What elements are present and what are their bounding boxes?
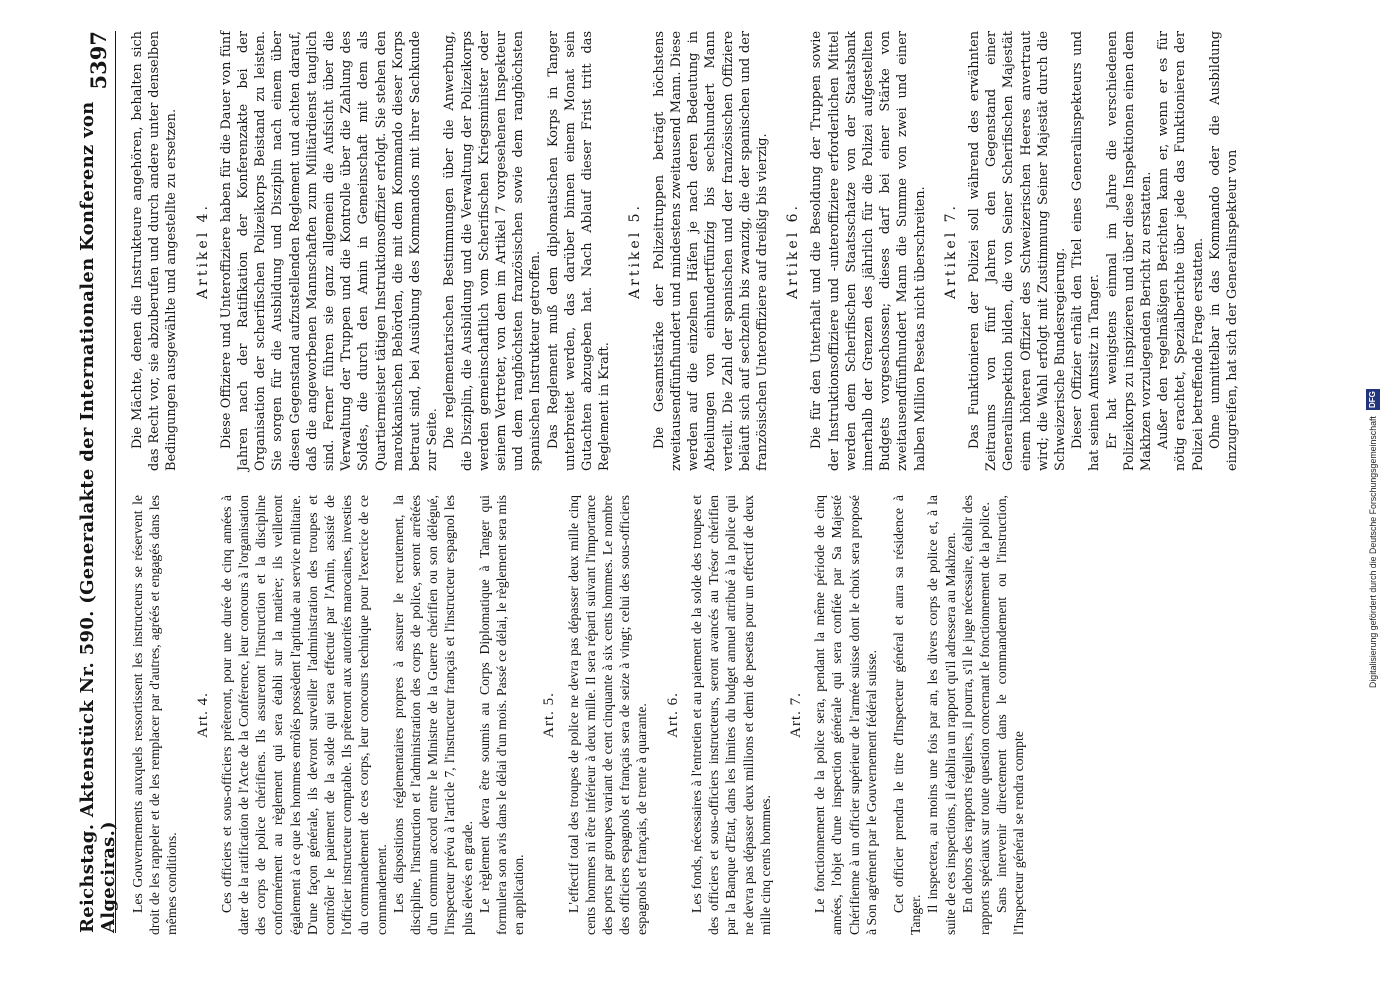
french-art7-paragraph: Le fonctionnement de la police sera, pendant la même période de cinq années, l'objet d'une inspection générale qui sera confiée par Sa Majesté Chérifienne à un officier supérieur de l'armée suisse dont le choix sera proposé à Son agrément par le Gouvernement fédéral suisse. bbox=[812, 495, 879, 935]
german-art6-heading: Artikel 6. bbox=[785, 203, 802, 299]
french-column bbox=[129, 495, 1351, 935]
german-art4-paragraph: Die reglementarischen Bestimmungen über die Anwerbung, die Disziplin, die Ausbildung und die Verwaltung der Polizeikorps werden gemeinschaftlich vom Scherifischen Kriegsminister oder seinem Vertreter, von dem im Artikel 7 vorgesehenen Inspekteur und dem ranghöchsten französischen sowie dem ranghöchsten spanischen Instrukteur getroffen. bbox=[442, 31, 544, 471]
german-art7-heading: Artikel 7. bbox=[942, 203, 959, 299]
french-art7-paragraph: Cet officier prendra le titre d'Inspecteur général et aura sa résidence à Tanger. bbox=[890, 495, 924, 935]
page-title: Reichstag. Aktenstück Nr. 590. (Generalakte der Internationalen Konferenz von Algeciras.) bbox=[77, 101, 119, 933]
text-columns bbox=[129, 31, 1351, 935]
german-art7-paragraph: Außer den regelmäßigen Berichten kann er, wenn er es für nötig erachtet, Spezialberichte über jede das Funktionieren der Polizei betreffende Frage erstatten. bbox=[1156, 31, 1206, 471]
german-art7-paragraph: Ohne unmittelbar in das Kommando oder die Ausbildung einzugreifen, hat sich der Generalinspekteur von bbox=[1207, 31, 1240, 471]
french-art6-heading: Art. 6. bbox=[664, 692, 681, 738]
french-art6-paragraph: Les fonds, nécessaires à l'entretien et au paiement de la solde des troupes et des officiers et sous-officiers instructeurs, seront avancés au Trésor chérifien par la Banque d'Etat, dans les limites du budget annuel attribué à la police qui ne devra pas dépasser deux millions et demi de pesetas pour un effectif de deux mille cinq cents hommes. bbox=[688, 495, 773, 935]
german-art4-paragraph: Das Reglement muß dem diplomatischen Korps in Tanger unterbreitet werden, das darüber binnen einem Monat sein Gutachten abzugeben hat. Nach Ablauf dieser Frist tritt das Reglement in Kraft. bbox=[545, 31, 613, 471]
german-art7-paragraph: Dieser Offizier erhält den Titel eines Generalinspekteurs und hat seinen Amtssitz in Tanger. bbox=[1070, 31, 1103, 471]
german-art7-paragraph: Er hat wenigstens einmal im Jahre die verschiedenen Polizeikorps zu inspizieren und über diese Inspektionen einen dem Makhzen vorzulegenden Bericht zu erstatten. bbox=[1104, 31, 1154, 471]
french-art7-paragraph: Il inspectera, au moins une fois par an, les divers corps de police et, à la suite de ces inspections, il établira un rapport qu'il adressera au Makhzen. bbox=[925, 495, 958, 935]
german-art6-paragraph: Die für den Unterhalt und die Besoldung der Truppen sowie der Instruktionsoffiziere und -unteroffiziere erforderlichen Mittel werden dem Scherifischen Staatsschatze von der Staatsbank innerhalb der Grenzen des jährlich für die Polizei aufgestellten Budgets vorgeschossen; dieses darf bei einer Stärke von zweitausendfünfhundert Mann die Summe von zwei und einer halben Million Pesetas nicht überschreiten. bbox=[809, 31, 928, 471]
dfg-logo: DFG bbox=[1366, 389, 1380, 410]
french-art5-heading: Art. 5. bbox=[541, 692, 558, 738]
page-number: 5397 bbox=[85, 31, 111, 90]
digitization-credit-text: Digitalisierung gefördert durch die Deutsche Forschungsgemeinschaft bbox=[1368, 416, 1378, 688]
german-intro: Die Mächte, denen die Instrukteure angehören, behalten sich das Recht vor, sie abzuberufen und durch andere unter denselben Bedingungen ausgewählte und angestellte zu ersetzen. bbox=[130, 31, 180, 471]
french-art5-paragraph: L'effectif total des troupes de police ne devra pas dépasser deux mille cinq cents hommes ni être inférieur à deux mille. Il sera réparti suivant l'importance des ports par groupes variant de cent cinquante à six cents hommes. Le nombre des officiers espagnols et français sera de seize à vingt; celui des sous-officiers espagnols et français, de trente à quarante. bbox=[565, 495, 650, 935]
digitization-credit bbox=[1366, 8, 1380, 688]
document-page bbox=[71, 11, 1361, 961]
french-art4-heading: Art. 4. bbox=[194, 692, 211, 738]
french-art4-paragraph: Le règlement devra être soumis au Corps Diplomatique à Tanger qui formulera son avis dans le délai d'un mois. Passé ce délai, le règlement sera mis en application. bbox=[476, 495, 527, 935]
french-art4-paragraph: Les dispositions réglementaires propres à assurer le recrutement, la discipline, l'instruction et l'administration des corps de police, seront arrêtées d'un commun accord entre le Ministre de la Guerre chérifien ou son délégué, l'inspecteur prévu à l'article 7, l'instructeur français et l'instructeur espagnol les plus élevés en grade. bbox=[390, 495, 475, 935]
french-intro: Les Gouvernements auxquels ressortissent les instructeurs se réservent le droit de les rappeler et de les remplacer par d'autres, agréés et engagés dans les mêmes conditions. bbox=[130, 495, 180, 935]
french-art7-paragraph: En dehors des rapports réguliers, il pourra, s'il le juge nécessaire, établir des rapports spéciaux sur toute question concernant le fonctionnement de la police. bbox=[959, 495, 992, 935]
french-art7-heading: Art. 7. bbox=[787, 692, 804, 738]
french-art4-paragraph: Ces officiers et sous-officiers prêteront, pour une durée de cinq années à dater de la ratification de l'Acte de la Conférence, leur concours à l'organisation des corps de police chérifiens. Ils assureront l'instruction et la discipline conformément au règlement qui sera établi sur la matière; ils veilleront également à ce que les hommes enrôlés possèdent l'aptitude au service militaire. D'une façon générale, ils devront surveiller l'administration des troupes et contrôler le paiement de la solde qui sera effectué par l'Amin, assisté de l'officier instructeur comptable. Ils prêteront aux autorités marocaines, investies du commandement de ces corps, leur concours technique pour l'exercice de ce commandement. bbox=[218, 495, 389, 935]
german-art5-paragraph: Die Gesamtstärke der Polizeitruppen beträgt höchstens zweitausendfünfhundert und mindestens zweitausend Mann. Diese werden auf die einzelnen Häfen je nach deren Bedeutung in Abteilungen von einhundertfünfzig bis sechshundert Mann verteilt. Die Zahl der spanischen und der französischen Offiziere beläuft sich auf sechzehn bis zwanzig, die der spanischen und der französischen Unteroffiziere auf dreißig bis vierzig. bbox=[651, 31, 770, 471]
german-column bbox=[129, 31, 1351, 471]
german-art7-paragraph: Das Funktionieren der Polizei soll während des erwähnten Zeitraums von fünf Jahren den Gegenstand einer Generalinspektion bilden, die von Seiner Scherifischen Majestät einem höheren Offizier des Schweizerischen Heeres anvertraut wird; die Wahl erfolgt mit Zustimmung Seiner Majestät durch die Schweizerische Bundesregierung. bbox=[966, 31, 1068, 471]
german-art4-paragraph: Diese Offiziere und Unteroffiziere haben für die Dauer von fünf Jahren nach der Ratifikation der Konferenzakte bei der Organisation der scherifischen Polizeikorps Beistand zu leisten. Sie sorgen für die Ausbildung und Disziplin nach einem über diesen Gegenstand aufzustellenden Reglement und achten darauf, daß die angeworbenen Mannschaften zum Militärdienst tauglich sind. Ferner führen sie ganz allgemein die Aufsicht über die Verwaltung der Truppen und die Kontrolle über die Zahlung des Soldes, die durch den Amin in Gemeinschaft mit dem als Quartiermeister tätigen Instruktionsoffizier erfolgt. Sie stehen den marokkanischen Behörden, die mit dem Kommando dieser Korps betraut sind, bei Ausübung des Kommandos mit ihrer Sachkunde zur Seite. bbox=[218, 31, 441, 471]
page-header bbox=[77, 31, 119, 933]
german-art5-heading: Artikel 5. bbox=[627, 203, 644, 299]
french-art7-paragraph: Sans intervenir directement dans le commandement ou l'instruction, l'Inspecteur général se rendra compte bbox=[994, 495, 1027, 935]
german-art4-heading: Artikel 4. bbox=[194, 203, 211, 299]
